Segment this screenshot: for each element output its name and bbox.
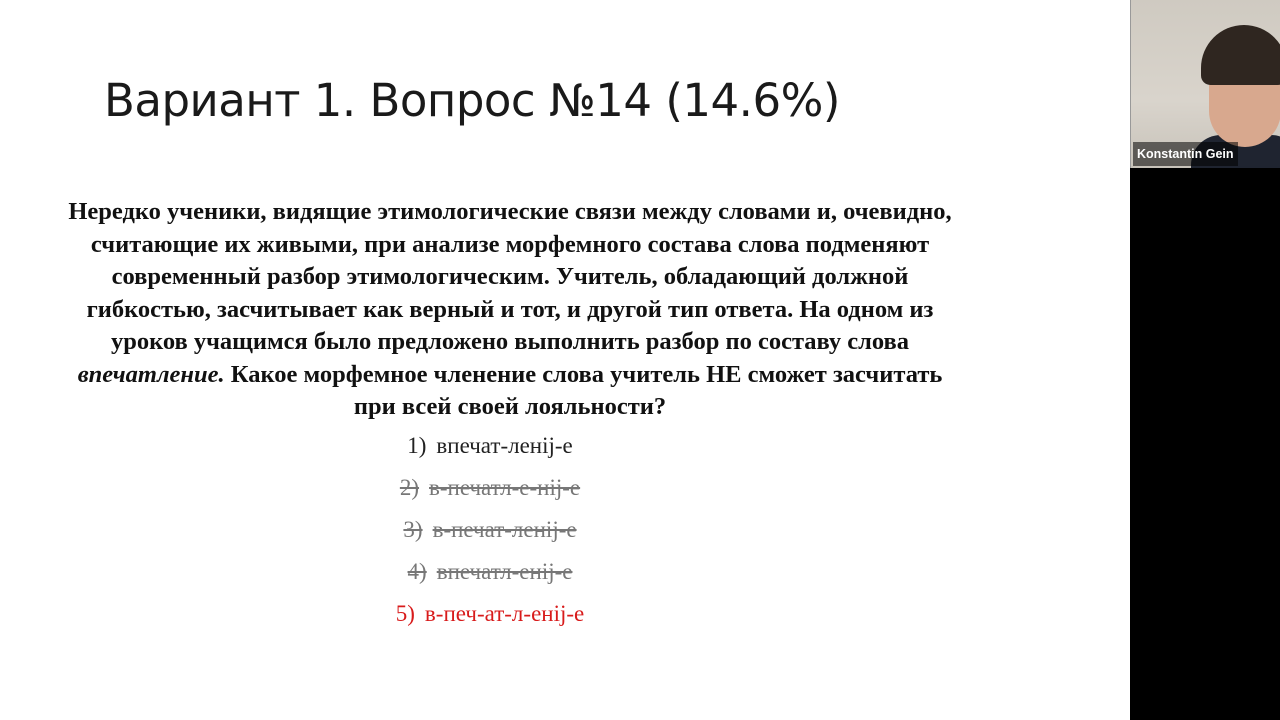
option-text: в-печат-ленij-е bbox=[432, 517, 577, 542]
option-text: впечатл-енij-е bbox=[436, 559, 573, 584]
question-line: считающие их живыми, при анализе морфемного состава слова подменяют bbox=[90, 230, 930, 258]
answer-option-5 bbox=[300, 598, 680, 640]
option-number: 4) bbox=[407, 559, 427, 584]
answer-options bbox=[300, 430, 680, 640]
answer-option-3 bbox=[300, 514, 680, 556]
option-number: 5) bbox=[395, 601, 415, 626]
participant-video[interactable] bbox=[1130, 0, 1280, 168]
answer-option-1 bbox=[300, 430, 680, 472]
question-line bbox=[0, 359, 1032, 392]
option-number: 3) bbox=[403, 517, 423, 542]
option-text: в-печатл-е-нij-е bbox=[429, 475, 581, 500]
answer-option-2 bbox=[300, 472, 680, 514]
question-line: гибкостью, засчитывает как верный и тот, и другой тип ответа. На одном из bbox=[86, 295, 934, 323]
question-line: при всей своей лояльности? bbox=[353, 393, 667, 420]
question-line: Нередко ученики, видящие этимологические связи между словами и, очевидно, bbox=[68, 198, 952, 225]
video-panel bbox=[1130, 0, 1280, 720]
question-line-rest: Какое морфемное членение слова учитель НЕ сможет засчитать bbox=[224, 360, 943, 388]
option-number: 2) bbox=[399, 475, 420, 500]
question-italic-word: впечатление. bbox=[77, 360, 225, 388]
option-text: в-печ-ат-л-енij-е bbox=[424, 601, 585, 626]
option-number: 1) bbox=[407, 433, 427, 458]
answer-option-4 bbox=[300, 556, 680, 598]
question-text bbox=[0, 196, 1032, 424]
participant-name-label: Konstantin Gein bbox=[1133, 142, 1238, 166]
option-text: впечат-ленij-е bbox=[436, 433, 573, 458]
slide-title: Вариант 1. Вопрос №14 (14.6%) bbox=[104, 74, 840, 127]
question-line: уроков учащимся было предложено выполнить разбор по составу слова bbox=[110, 328, 910, 355]
question-line: современный разбор этимологическим. Учитель, обладающий должной bbox=[111, 263, 909, 290]
